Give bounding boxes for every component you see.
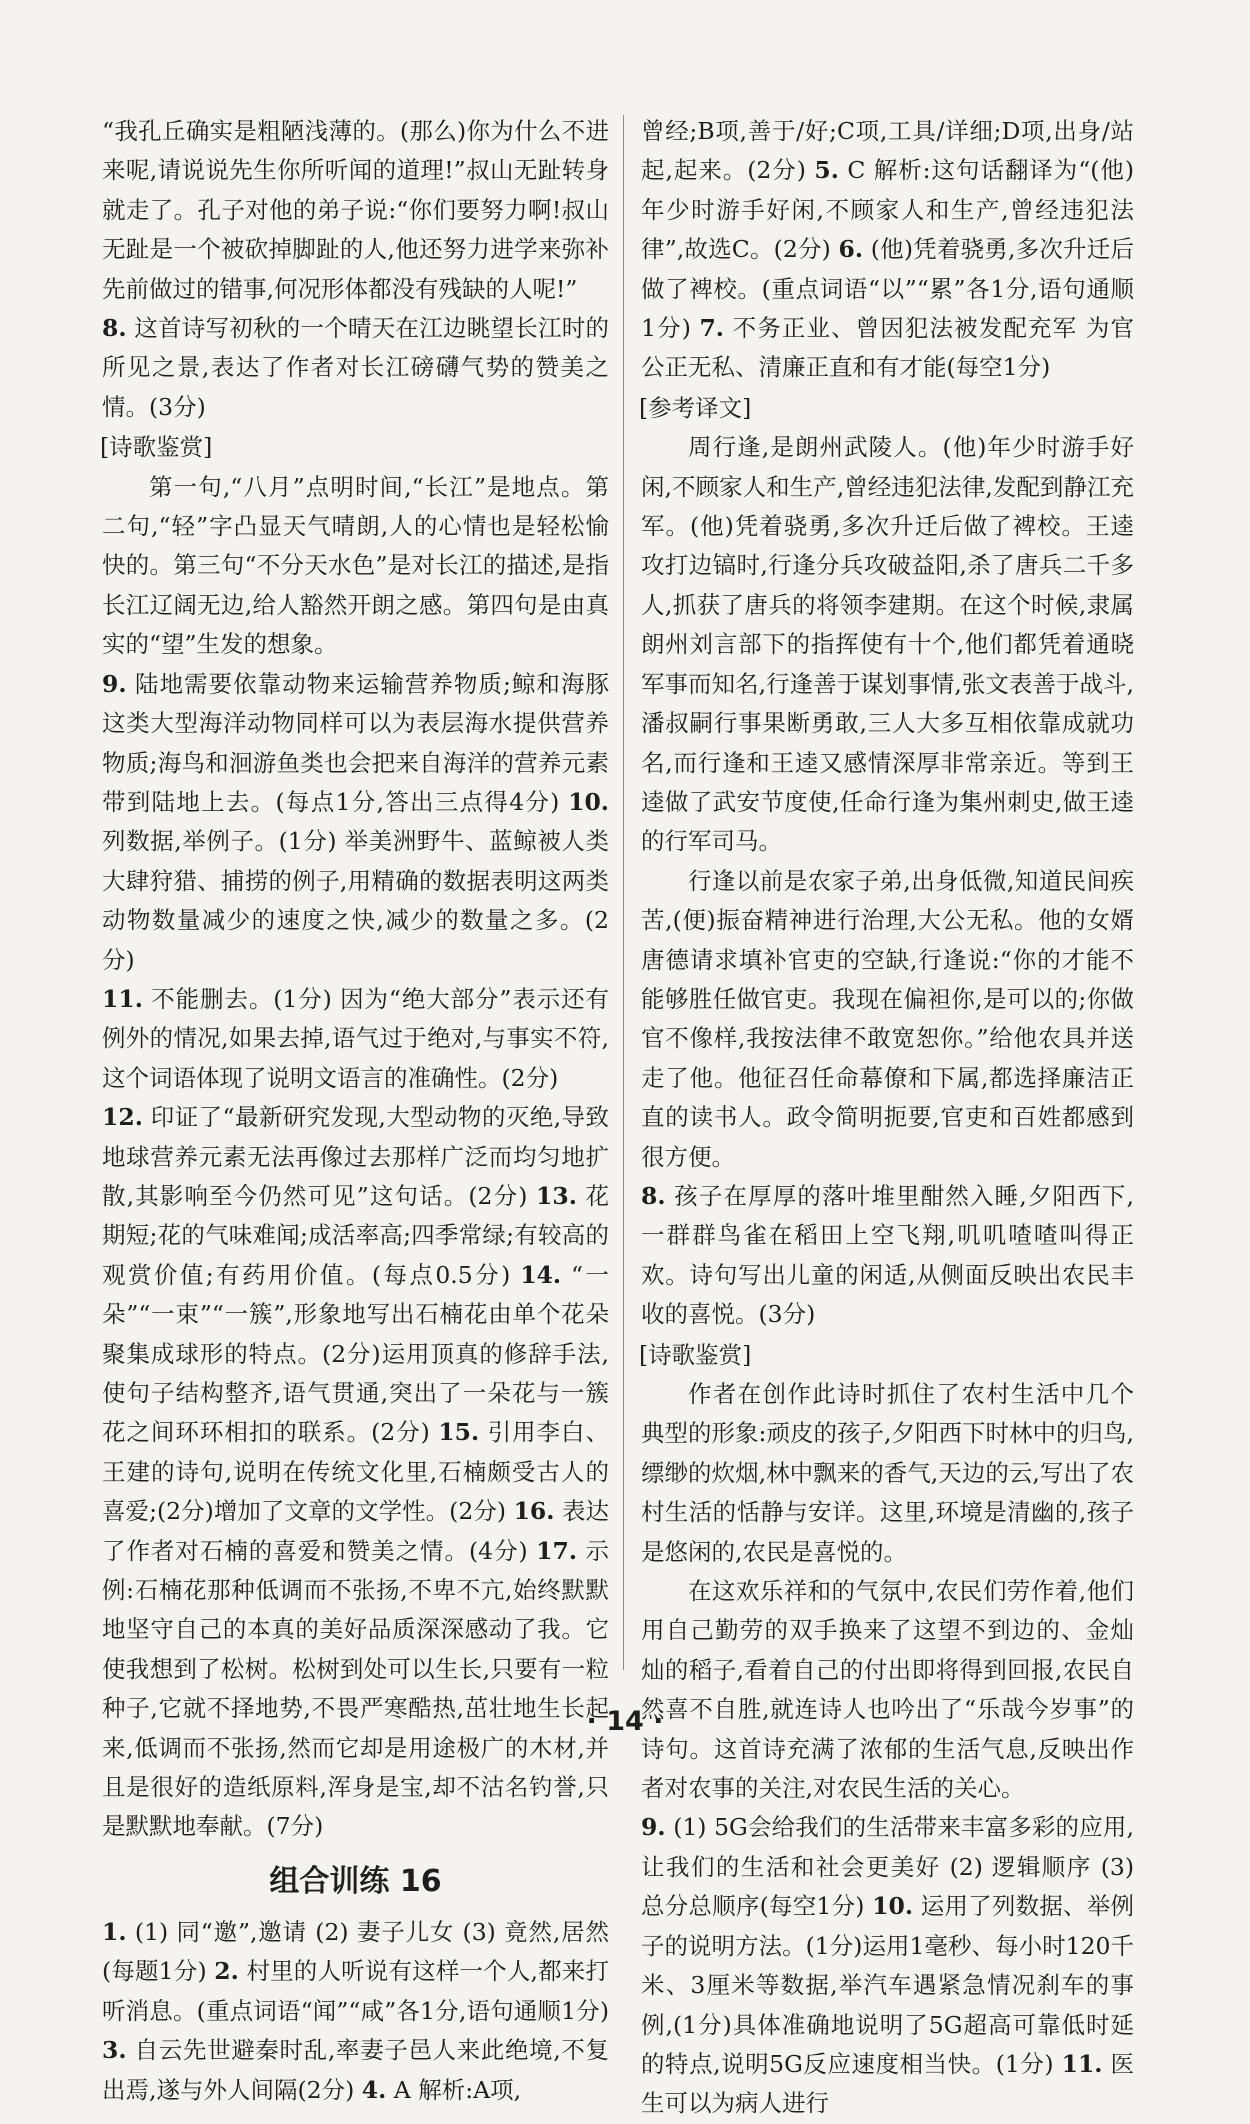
section-title: 组合训练 16 [269, 1863, 442, 1899]
item-number: 8. [641, 1181, 666, 1210]
item-number: 14. [520, 1260, 562, 1289]
translation-paragraph: 周行逢,是朗州武陵人。(他)年少时游手好闲,不顾家人和生产,曾经违犯法律,发配到静江充军。(他)凭着骁勇,多次升迁后做了裨校。王逵攻打边镐时,行逢分兵攻破益阳,杀了唐兵二千多人,抓获了唐兵的将领李建期。在这个时候,隶属朗州刘言部下的指挥使有十个,他们都凭着通晓军事而知名,行逢善于谋划事情,张文表善于战斗,潘叔嗣行事果断勇敢,三人大多互相依靠成就功名,而行逢和王逵又感情深厚非常亲近。等到王逵做了武安节度使,任命行逢为集州刺史,做王逵的行军司马。 [641, 433, 1134, 856]
item-text: “一朵”“一束”“一簇”,形象地写出石楠花由单个花朵聚集成球形的特点。(2分)运用顶真的修辞手法,使句子结构整齐,语气贯通,突出了一朵花与一簇花之间环环相扣的联系。(2分) [102, 1260, 609, 1447]
item-number: 11. [102, 984, 143, 1013]
poetry-appreciation-text: 在这欢乐祥和的气氛中,农民们劳作着,他们用自己勤劳的双手换来了这望不到边的、金灿灿的稻子,看着自己的付出即将得到回报,农民自然喜不自胜,就连诗人也吟出了“乐哉今岁事”的诗句。这首诗充满了浓郁的生活气息,反映出作者对农事的关注,对农民生活的关心。 [641, 1577, 1134, 1803]
item-text: 陆地需要依靠动物来运输营养物质;鲸和海豚这类大型海洋动物同样可以为表层海水提供营养物质;海鸟和洄游鱼类也会把来自海洋的营养元素带到陆地上去。(每点1分,答出三点得4分) [102, 669, 609, 816]
answer-item [641, 112, 1134, 388]
item-number: 13. [536, 1181, 577, 1210]
item-text: 自云先世避秦时乱,率妻子邑人来此绝境,不复出焉,遂与外人间隔(2分) [102, 2036, 609, 2104]
item-text: 村里的人听说有这样一个人,都来打听消息。(重点词语“闻”“咸”各1分,语句通顺1分) [102, 1957, 609, 2025]
item-text: 列数据,举例子。(1分) 举美洲野牛、蓝鲸被人类大肆狩猎、捕捞的例子,用精确的数据表明这两类动物数量减少的速度之快,减少的数量之多。(2分) [102, 827, 609, 974]
item-number: 4. [361, 2075, 387, 2104]
item-number: 9. [641, 1813, 666, 1842]
item-text: 印证了“最新研究发现,大型动物的灭绝,导致地球营养元素无法再像过去那样广泛而均匀地扩散,其影响至今仍然可见”这句话。(2分) [102, 1103, 609, 1210]
item-text: (1) 同“邀”,邀请 (2) 妻子儿女 (3) 竟然,居然(每题1分) [102, 1917, 609, 1986]
item-number: 10. [568, 787, 609, 816]
item-number: 8. [102, 314, 127, 343]
answer-item [102, 1098, 609, 1847]
item-text: 不能删去。(1分) 因为“绝大部分”表示还有例外的情况,如果去掉,语气过于绝对,与事实不符,这个词语体现了说明文语言的准确性。(2分) [102, 984, 609, 1092]
item-number: 2. [214, 1957, 239, 1986]
answer-item [641, 1177, 1134, 1335]
item-number: 1. [102, 1917, 127, 1946]
right-column [639, 112, 1135, 2118]
poetry-appreciation-label: [诗歌鉴赏] [100, 433, 213, 462]
item-text: 示例:石楠花那种低调而不张扬,不卑不亢,始终默默地坚守自己的本真的美好品质深深感动了我。它使我想到了松树。松树到处可以生长,只要有一粒种子,它就不择地势,不畏严寒酷热,茁壮地生长起来,低调而不张扬,然而它却是用途极广的木材,并且是很好的造纸原料,浑身是宝,却不沽名钓誉,只是默默地奉献。(7分) [102, 1536, 609, 1841]
item-number: 5. [814, 156, 839, 185]
item-text: C 解析:这句话翻译为“(他)年少时游手好闲,不顾家人和生产,曾经违犯法律”,故选C。(2分) [641, 156, 1135, 264]
item-number: 17. [536, 1536, 578, 1565]
item-number: 6. [838, 235, 864, 264]
translation-paragraph: “我孔丘确实是粗陋浅薄的。(那么)你为什么不进来呢,请说说先生你所听闻的道理!”叔山无趾转身就走了。孔子对他的弟子说:“你们要努力啊!叔山无趾是一个被砍掉脚趾的人,他还努力进学来弥补先前做过的错事,何况形体都没有残缺的人呢!” [102, 117, 609, 303]
answer-item [102, 665, 609, 980]
item-number: 11. [1061, 2049, 1103, 2078]
poetry-appreciation-text: 作者在创作此诗时抓住了农村生活中几个典型的形象:顽皮的孩子,夕阳西下时林中的归鸟,缥缈的炊烟,林中飘来的香气,天边的云,写出了农村生活的恬静与安详。这里,环境是清幽的,孩子是悠闲的,农民是喜悦的。 [641, 1380, 1134, 1566]
column-divider [623, 115, 624, 1670]
page-number: · 14 · [586, 1706, 664, 1737]
item-number: 10. [872, 1892, 914, 1921]
translation-paragraph: 行逢以前是农家子弟,出身低微,知道民间疾苦,(便)振奋精神进行治理,大公无私。他的女婿唐德请求填补官吏的空缺,行逢说:“你的才能不能够胜任做官吏。我现在偏袒你,是可以的;你做官不像样,我按法律不敢宽恕你。”给他农具并送走了他。他征召任命幕僚和下属,都选择廉洁正直的读书人。政令简明扼要,官吏和百姓都感到很方便。 [641, 866, 1134, 1171]
item-text: 医生可以为病人进行 [641, 2049, 1134, 2118]
item-text: 引用李白、王建的诗句,说明在传统文化里,石楠颇受古人的喜爱;(2分)增加了文章的文学性。(2分) [102, 1418, 609, 1526]
item-number: 9. [102, 669, 127, 698]
poetry-appreciation-label: [诗歌鉴赏] [639, 1340, 752, 1369]
item-text: 孩子在厚厚的落叶堆里酣然入睡,夕阳西下,一群群鸟雀在稻田上空飞翔,叽叽喳喳叫得正欢。诗句写出儿童的闲适,从侧面反映出农民丰收的喜悦。(3分) [641, 1181, 1134, 1329]
item-text: 这首诗写初秋的一个晴天在江边眺望长江时的所见之景,表达了作者对长江磅礴气势的赞美之情。(3分) [102, 314, 609, 421]
item-text: 运用了列数据、举例子的说明方法。(1分)运用1毫秒、每小时120千米、3厘米等数据,举汽车遇紧急情况刹车的事例,(1分)具体准确地说明了5G超高可靠低时延的特点,说明5G反应速度相当快。(1分) [641, 1892, 1134, 2078]
answer-item [102, 980, 609, 1098]
answer-item [102, 309, 609, 427]
poetry-appreciation-text: 第一句,“八月”点明时间,“长江”是地点。第二句,“轻”字凸显天气晴朗,人的心情也是轻松愉快的。第三句“不分天水色”是对长江的描述,是指长江辽阔无边,给人豁然开朗之感。第四句是由真实的“望”生发的想象。 [102, 472, 609, 659]
item-text: A 解析:A项, [393, 2075, 522, 2104]
answer-item [102, 1913, 609, 2110]
item-number: 7. [699, 314, 724, 343]
item-text: 花期短;花的气味难闻;成活率高;四季常绿;有较高的观赏价值;有药用价值。(每点0.5分) [102, 1181, 609, 1289]
item-text: 曾经;B项,善于/好;C项,工具/详细;D项,出身/站起,起来。(2分) [641, 117, 1134, 185]
item-number: 12. [102, 1103, 143, 1132]
item-text: 表达了作者对石楠的喜爱和赞美之情。(4分) [102, 1497, 610, 1565]
item-number: 15. [438, 1418, 480, 1447]
item-text: (1) 5G会给我们的生活带来丰富多彩的应用,让我们的生活和社会更美好 (2) 逻辑顺序 (3) 总分总顺序(每空1分) [641, 1813, 1134, 1921]
item-text: 不务正业、曾因犯法被发配充军 为官公正无私、清廉正直和有才能(每空1分) [641, 314, 1134, 382]
item-text: (他)凭着骁勇,多次升迁后做了裨校。(重点词语“以”“累”各1分,语句通顺1分) [641, 235, 1134, 343]
item-number: 3. [102, 2036, 127, 2065]
left-column [100, 112, 610, 2104]
item-number: 16. [513, 1497, 555, 1526]
reference-translation-label: [参考译文] [639, 393, 752, 422]
answer-item [641, 1808, 1134, 2123]
